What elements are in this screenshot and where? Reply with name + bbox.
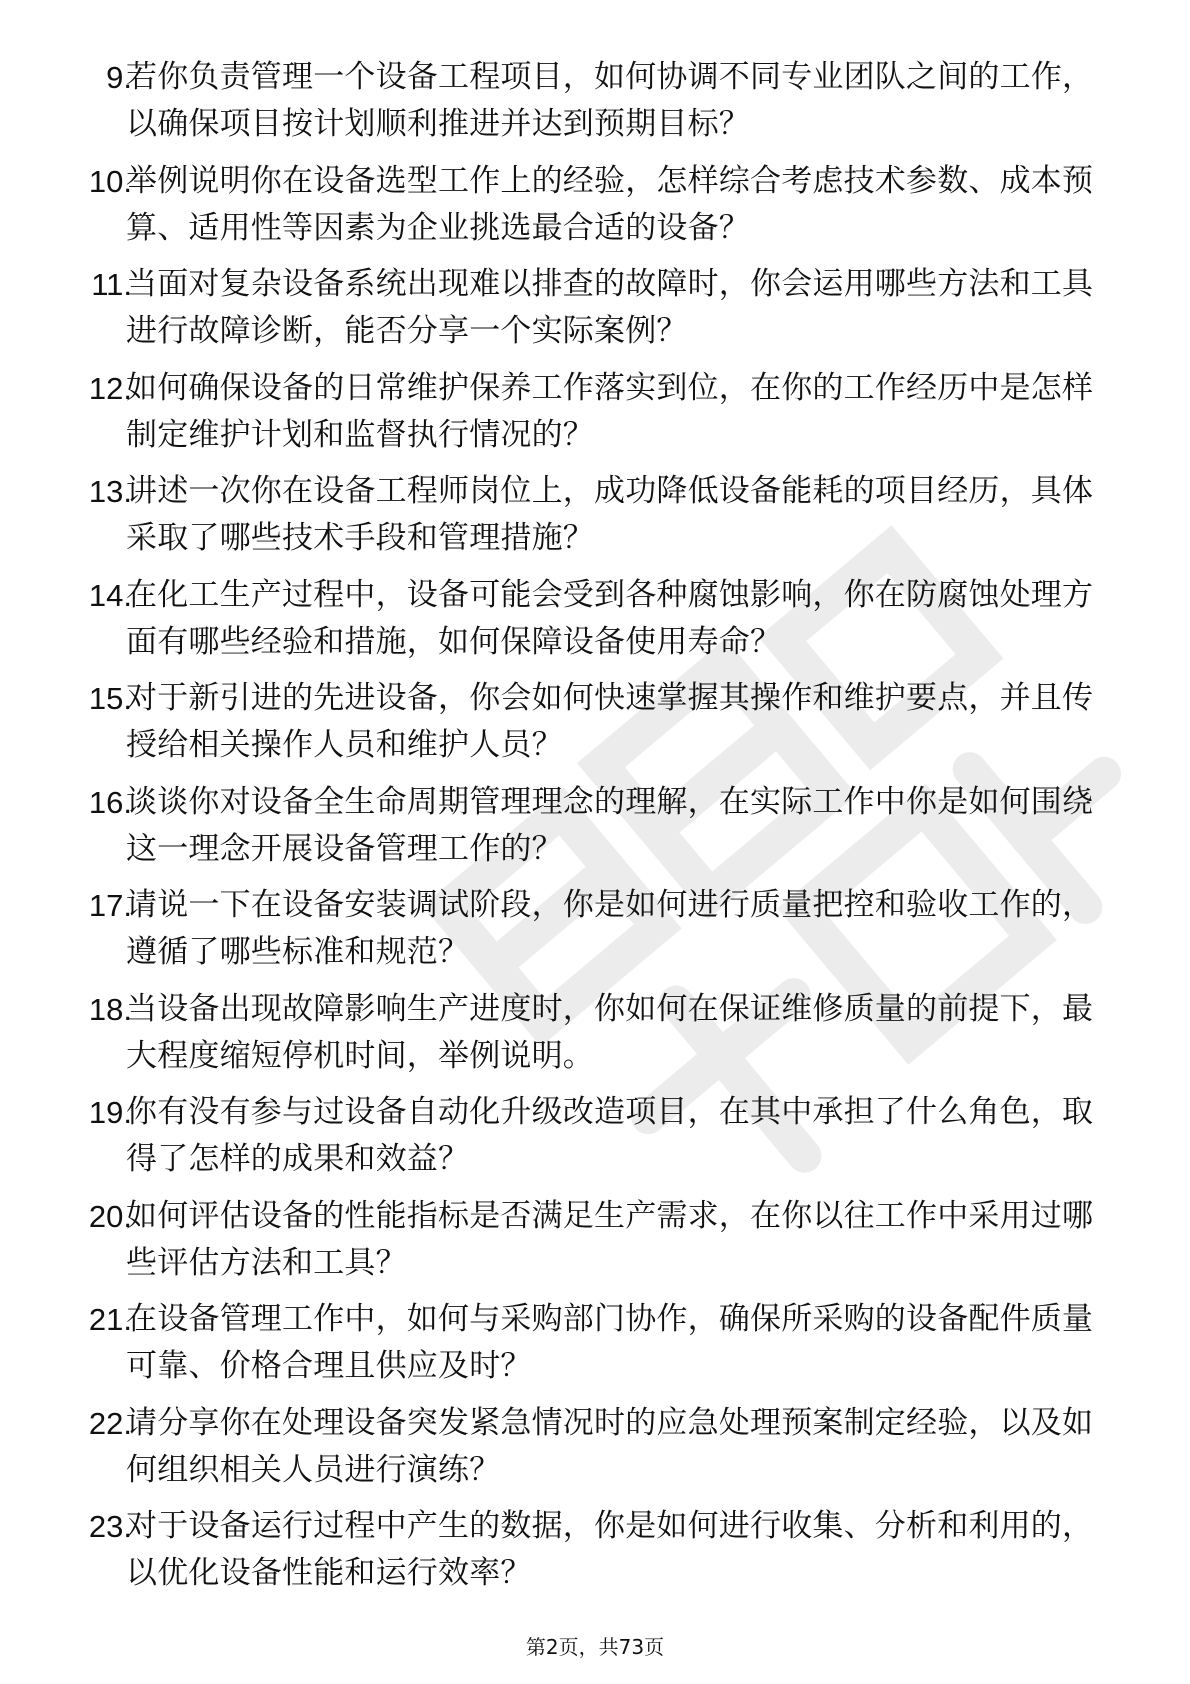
question-number: 12. <box>88 370 132 406</box>
question-item <box>0 878 1190 982</box>
question-text: 讲述一次你在设备工程师岗位上，成功降低设备能耗的项目经历，具体采取了哪些技术手段和管理措施？ <box>126 473 1094 556</box>
question-number: 21. <box>88 1302 132 1337</box>
question-item <box>0 257 1190 361</box>
question-text: 当设备出现故障影响生产进度时，你如何在保证维修质量的前提下，最大程度缩短停机时间，举例说明。 <box>126 990 1094 1074</box>
question-text: 举例说明你在设备选型工作上的经验，怎样综合考虑技术参数、成本预算、适用性等因素为企业挑选最合适的设备？ <box>126 162 1094 246</box>
question-item <box>0 568 1190 672</box>
question-number: 10. <box>88 163 132 199</box>
question-text: 谈谈你对设备全生命周期管理理念的理解，在实际工作中你是如何围绕这一理念开展设备管理工作的？ <box>126 783 1094 867</box>
question-text: 若你负责管理一个设备工程项目，如何协调不同专业团队之间的工作，以确保项目按计划顺利推进并达到预期目标？ <box>126 59 1094 142</box>
question-item <box>0 671 1190 775</box>
page-indicator: 第2页，共73页 <box>525 1635 665 1659</box>
question-item <box>0 1189 1190 1293</box>
question-list <box>0 50 1190 1603</box>
question-text: 在设备管理工作中，如何与采购部门协作，确保所采购的设备配件质量可靠、价格合理且供应及时？ <box>126 1301 1094 1384</box>
question-item <box>0 154 1190 258</box>
question-item <box>0 464 1190 568</box>
question-number: 9. <box>106 60 132 95</box>
question-text: 如何确保设备的日常维护保养工作落实到位，在你的工作经历中是怎样制定维护计划和监督执行情况的？ <box>126 369 1094 453</box>
page-footer <box>0 1633 1190 1661</box>
question-item <box>0 50 1190 154</box>
question-item <box>0 982 1190 1086</box>
question-text: 对于设备运行过程中产生的数据，你是如何进行收集、分析和利用的，以优化设备性能和运行效率？ <box>126 1508 1094 1591</box>
question-text: 如何评估设备的性能指标是否满足生产需求，在你以往工作中采用过哪些评估方法和工具？ <box>126 1197 1094 1281</box>
question-number: 22. <box>88 1405 132 1441</box>
question-text: 在化工生产过程中，设备可能会受到各种腐蚀影响，你在防腐蚀处理方面有哪些经验和措施，如何保障设备使用寿命？ <box>126 576 1094 660</box>
question-text: 对于新引进的先进设备，你会如何快速掌握其操作和维护要点，并且传授给相关操作人员和维护人员？ <box>126 680 1094 763</box>
question-number: 19. <box>88 1095 132 1130</box>
question-number: 13. <box>88 474 132 509</box>
question-item <box>0 361 1190 465</box>
question-item <box>0 1292 1190 1396</box>
question-number: 11. <box>91 267 132 302</box>
question-number: 20. <box>88 1198 132 1234</box>
question-number: 23. <box>88 1509 132 1544</box>
question-text: 请说一下在设备安装调试阶段，你是如何进行质量把控和验收工作的，遵循了哪些标准和规范？ <box>126 887 1094 970</box>
question-number: 17. <box>88 888 132 923</box>
question-item <box>0 1499 1190 1603</box>
question-text: 你有没有参与过设备自动化升级改造项目，在其中承担了什么角色，取得了怎样的成果和效益？ <box>126 1094 1094 1177</box>
question-item <box>0 775 1190 879</box>
question-number: 18. <box>88 991 132 1027</box>
question-text: 请分享你在处理设备突发紧急情况时的应急处理预案制定经验，以及如何组织相关人员进行演练？ <box>126 1404 1094 1488</box>
question-number: 14. <box>88 577 132 613</box>
question-text: 当面对复杂设备系统出现难以排查的故障时，你会运用哪些方法和工具进行故障诊断，能否分享一个实际案例？ <box>126 266 1094 349</box>
question-number: 15. <box>88 681 132 716</box>
question-number: 16. <box>88 784 132 820</box>
question-item <box>0 1396 1190 1500</box>
question-item <box>0 1085 1190 1189</box>
